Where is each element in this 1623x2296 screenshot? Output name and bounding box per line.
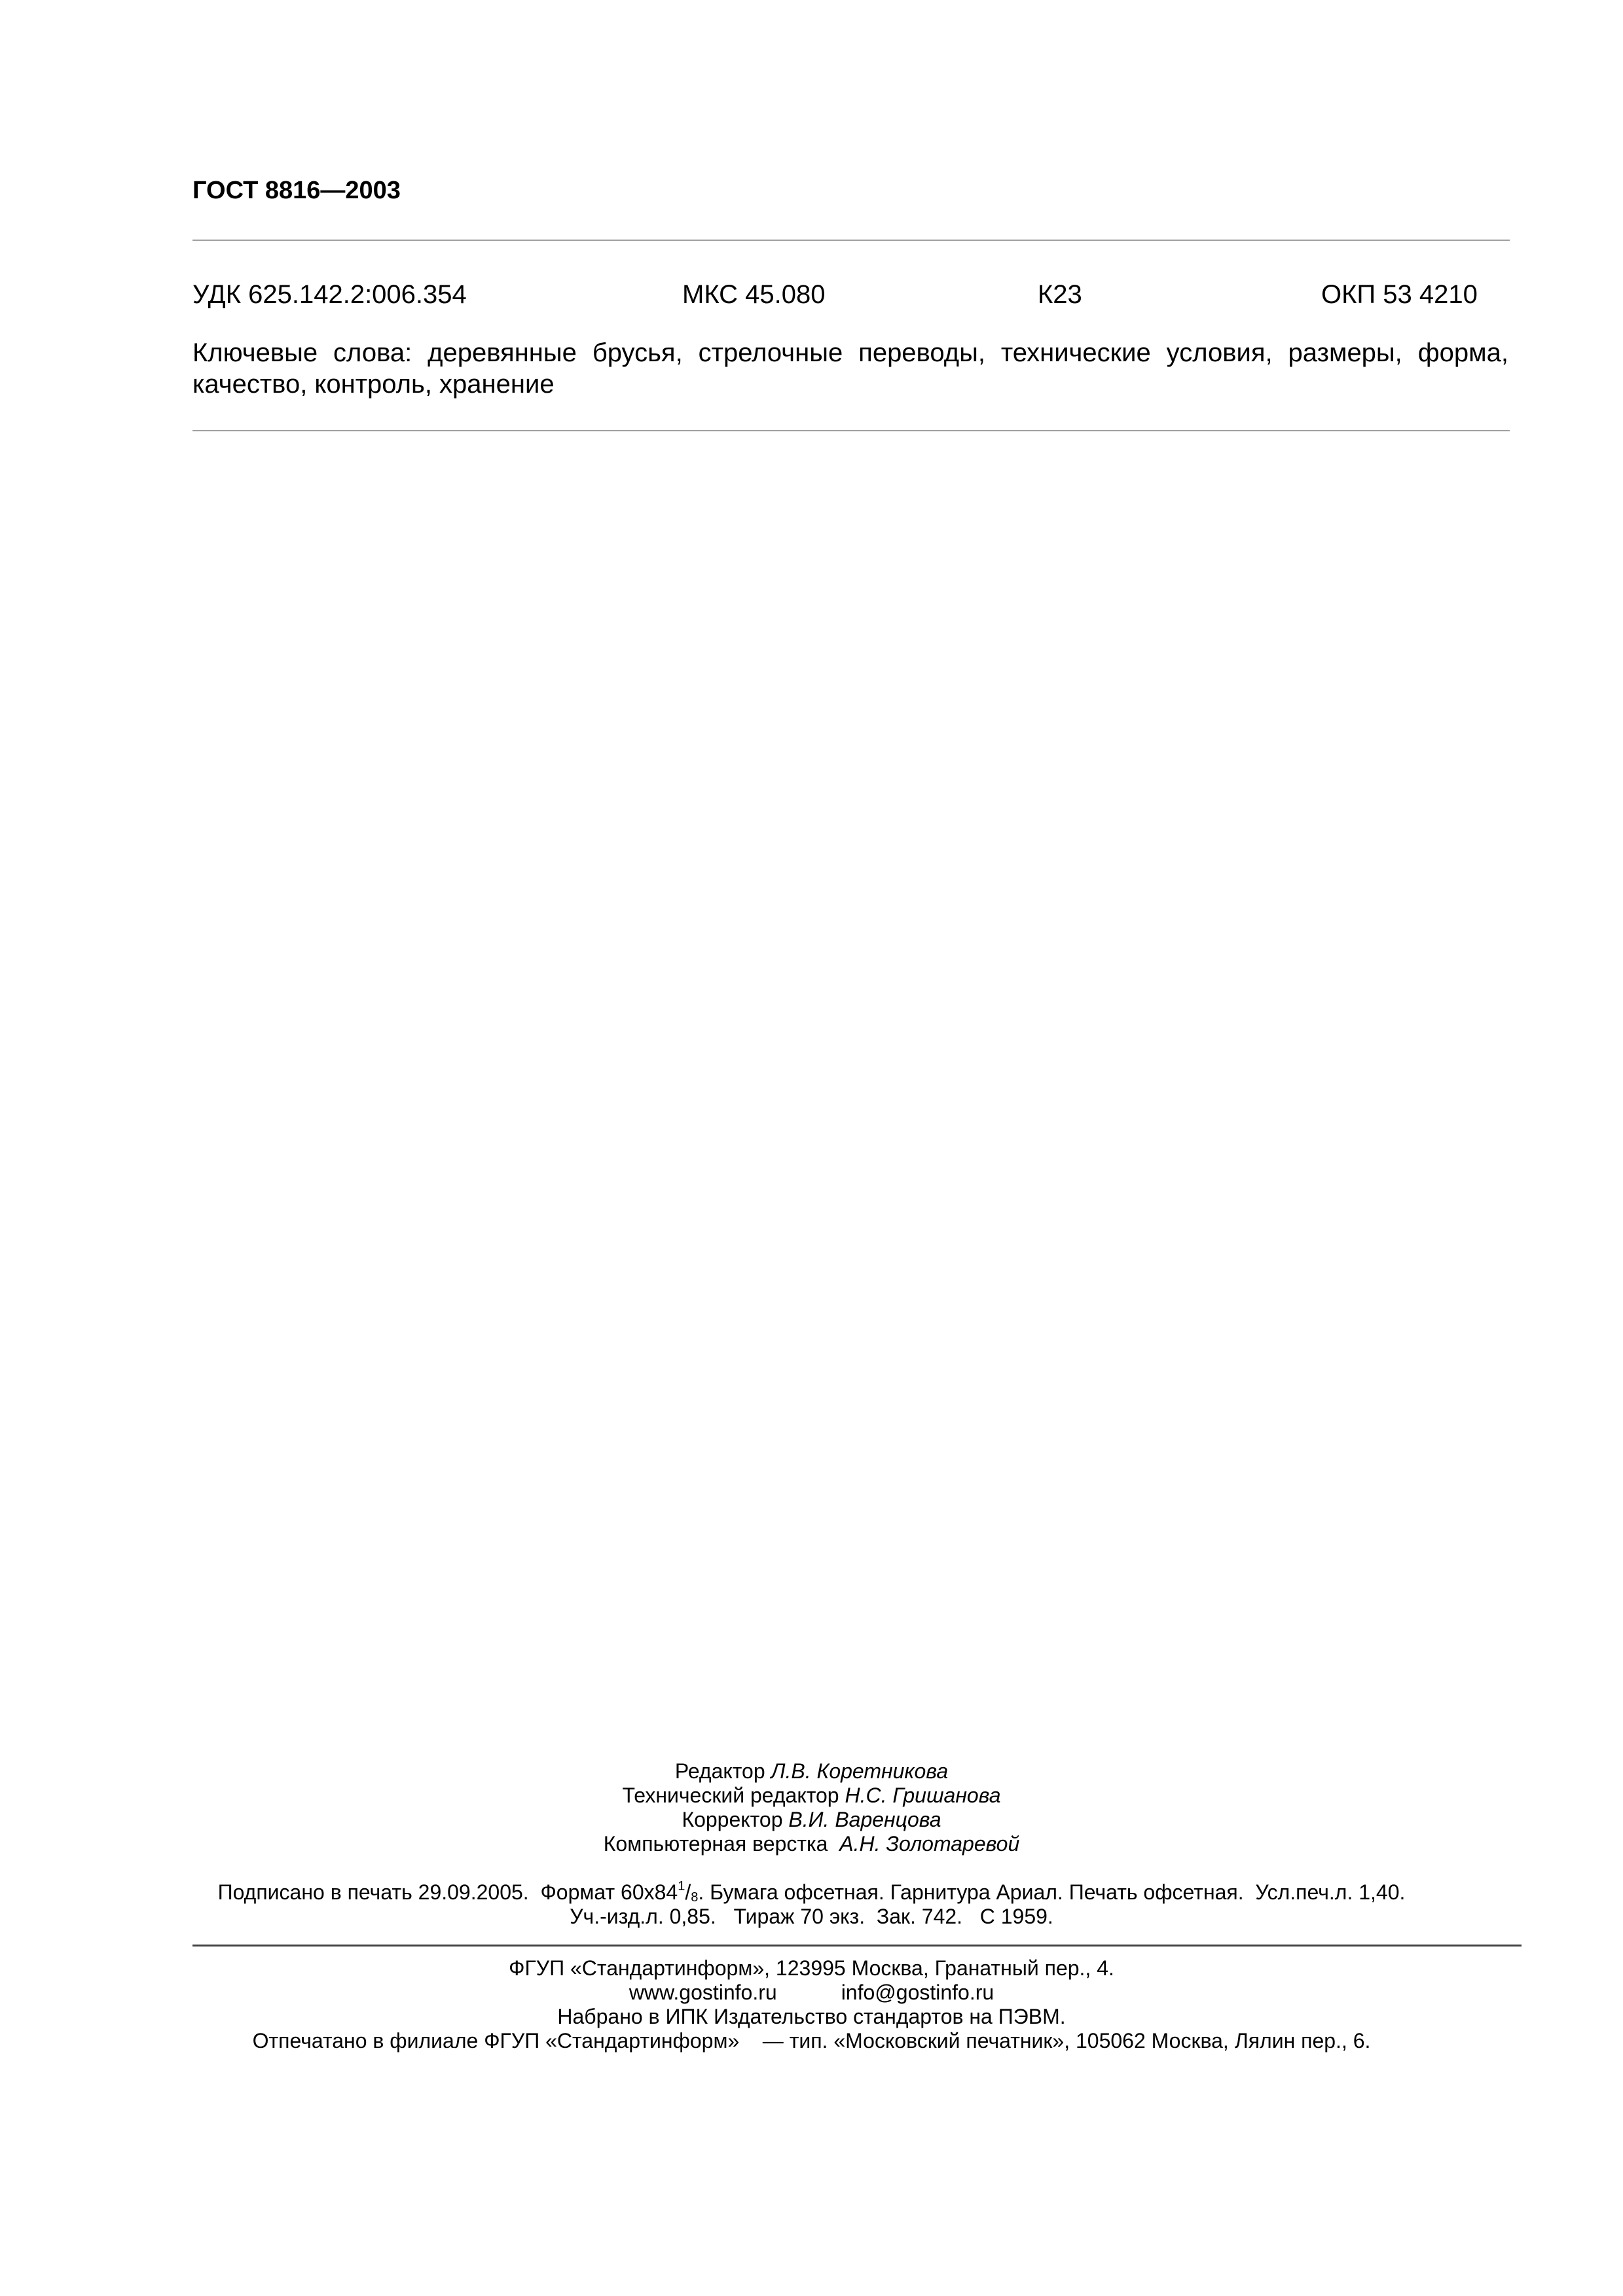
print-info-block (0, 1880, 1623, 1929)
format-slash: / (685, 1880, 691, 1904)
tech-editor-label: Технический редактор (622, 1784, 845, 1807)
print-info-text-2: . Бумага офсетная. Гарнитура Ариал. Печать офсетная. Усл.печ.л. 1,40. (698, 1880, 1406, 1904)
keywords: Ключевые слова: деревянные брусья, стрелочные переводы, технические условия, размеры, форма, качество, контроль, хранение (192, 338, 1508, 399)
udk-code: УДК 625.142.2:006.354 (192, 280, 467, 309)
editor-name: Л.В. Коретникова (771, 1759, 949, 1783)
okp-code: ОКП 53 4210 (1321, 280, 1478, 309)
document-title: ГОСТ 8816—2003 (192, 177, 401, 204)
mks-code: МКС 45.080 (682, 280, 826, 309)
printed-info: Отпечатано в филиале ФГУП «Стандартинформ» — тип. «Московский печатник», 105062 Москва, Лялин пер., 6. (252, 2029, 1371, 2053)
print-info-line-2: Уч.-изд.л. 0,85. Тираж 70 экз. Зак. 742. С 1959. (570, 1905, 1053, 1928)
publisher-website[interactable]: www.gostinfo.ru (629, 1981, 777, 2004)
editor-label: Редактор (674, 1759, 771, 1783)
typeset-info: Набрано в ИПК Издательство стандартов на ПЭВМ. (557, 2005, 1066, 2028)
publisher-divider (192, 1945, 1522, 1946)
keywords-divider (192, 430, 1510, 431)
format-subscript: 8 (691, 1890, 699, 1905)
tech-editor-line (0, 1784, 1623, 1808)
editor-line (0, 1759, 1623, 1784)
layout-name: А.Н. Золотаревой (839, 1832, 1020, 1856)
layout-label: Компьютерная верстка (603, 1832, 840, 1856)
k-code: К23 (1038, 280, 1082, 309)
corrector-name: В.И. Варенцова (788, 1808, 941, 1831)
credits-block (0, 1759, 1623, 1856)
layout-line (0, 1832, 1623, 1856)
corrector-line (0, 1808, 1623, 1832)
publisher-address: ФГУП «Стандартинформ», 123995 Москва, Гранатный пер., 4. (509, 1956, 1114, 1980)
format-superscript: 1 (678, 1879, 685, 1893)
publisher-email[interactable]: info@gostinfo.ru (841, 1981, 994, 2004)
publisher-block (0, 1956, 1623, 2053)
corrector-label: Корректор (682, 1808, 789, 1831)
tech-editor-name: Н.С. Гришанова (845, 1784, 1001, 1807)
header-divider (192, 240, 1510, 241)
publisher-contacts (0, 1981, 1623, 2005)
print-info-line-1 (0, 1880, 1623, 1905)
print-info-text-1: Подписано в печать 29.09.2005. Формат 60х84 (217, 1880, 678, 1904)
